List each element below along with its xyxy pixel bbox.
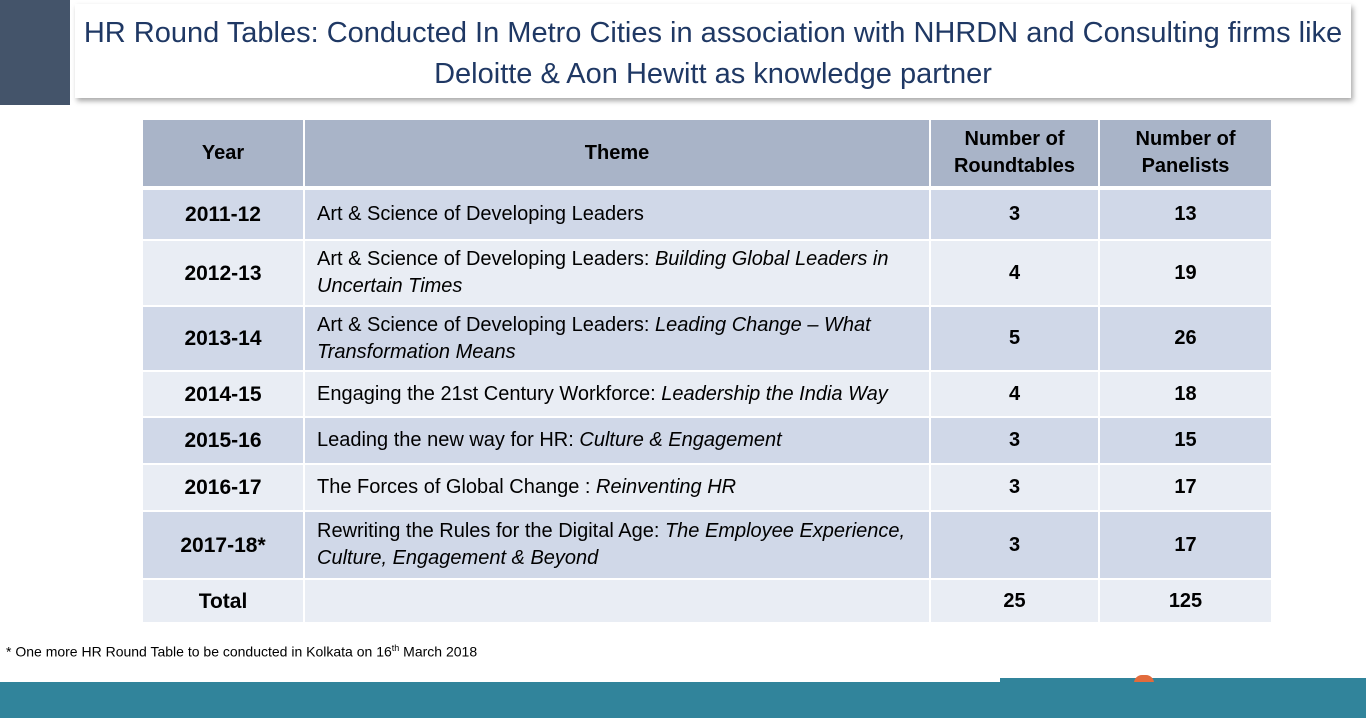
panelists-cell: 19 [1099, 240, 1272, 306]
year-cell: 2013-14 [142, 306, 304, 371]
footnote-text: * One more HR Round Table to be conducted in Kolkata on 16 [6, 643, 392, 660]
panelists-cell: 18 [1099, 371, 1272, 417]
page-title [75, 4, 1351, 98]
roundtables-cell: 4 [930, 240, 1099, 306]
theme-cell [304, 511, 930, 579]
table-row [142, 511, 1272, 579]
table-row [142, 371, 1272, 417]
column-header-panelists: Number of Panelists [1099, 119, 1272, 188]
roundtables-cell: 3 [930, 511, 1099, 579]
theme-main: Engaging the 21st Century Workforce: [317, 382, 662, 405]
theme-cell [304, 188, 930, 240]
theme-main: Art & Science of Developing Leaders [317, 203, 644, 225]
column-header-theme: Theme [304, 119, 930, 188]
roundtables-cell: 4 [930, 371, 1099, 417]
corner-accent-block [0, 0, 70, 105]
theme-italic: Leading Change – What Transformation Means [317, 313, 871, 363]
roundtables-cell: 3 [930, 417, 1099, 464]
title-lead: HR Round Tables: [83, 17, 319, 49]
year-cell: 2017-18* [142, 511, 304, 579]
year-cell: 2014-15 [142, 371, 304, 417]
theme-italic: Leadership the India Way [661, 382, 888, 405]
total-panelists-cell: 125 [1099, 579, 1272, 623]
theme-italic: Reinventing HR [596, 476, 737, 498]
table-header-row [142, 119, 1272, 188]
panelists-cell: 17 [1099, 464, 1272, 511]
roundtables-cell: 5 [930, 306, 1099, 371]
year-cell: 2011-12 [142, 188, 304, 240]
roundtables-table [141, 118, 1273, 624]
panelists-cell: 17 [1099, 511, 1272, 579]
roundtables-cell: 3 [930, 464, 1099, 511]
year-cell: 2015-16 [142, 417, 304, 464]
title-rest: Conducted In Metro Cities in association with NHRDN and Consulting firms like Deloitte & Aon Hewitt as knowledge partner [318, 17, 1343, 90]
footer-band [0, 682, 1366, 718]
footnote [6, 643, 477, 660]
table-row [142, 306, 1272, 371]
table-row [142, 464, 1272, 511]
year-cell: 2012-13 [142, 240, 304, 306]
theme-italic: Culture & Engagement [579, 429, 782, 451]
table-row [142, 417, 1272, 464]
theme-main: The Forces of Global Change : [317, 476, 597, 498]
theme-cell [304, 306, 930, 371]
theme-main: Art & Science of Developing Leaders: [317, 313, 655, 336]
panelists-cell: 26 [1099, 306, 1272, 371]
theme-italic: The Employee Experience, Culture, Engagement & Beyond [317, 520, 906, 569]
roundtables-cell: 3 [930, 188, 1099, 240]
theme-cell [304, 371, 930, 417]
total-label-cell: Total [142, 579, 304, 623]
table-total-row [142, 579, 1272, 623]
theme-main: Art & Science of Developing Leaders: [317, 248, 655, 270]
table-row [142, 240, 1272, 306]
footnote-text-end: March 2018 [399, 643, 478, 660]
theme-cell [304, 417, 930, 464]
panelists-cell: 15 [1099, 417, 1272, 464]
theme-cell [304, 464, 930, 511]
total-roundtables-cell: 25 [930, 579, 1099, 623]
theme-italic: Building Global Leaders in Uncertain Times [317, 248, 889, 297]
column-header-roundtables: Number of Roundtables [930, 119, 1099, 188]
year-cell: 2016-17 [142, 464, 304, 511]
theme-cell [304, 240, 930, 306]
theme-main: Rewriting the Rules for the Digital Age: [317, 520, 665, 542]
table-row [142, 188, 1272, 240]
total-theme-cell [304, 579, 930, 623]
panelists-cell: 13 [1099, 188, 1272, 240]
theme-main: Leading the new way for HR: [317, 429, 580, 451]
column-header-year: Year [142, 119, 304, 188]
footnote-ordinal: th [391, 643, 400, 653]
